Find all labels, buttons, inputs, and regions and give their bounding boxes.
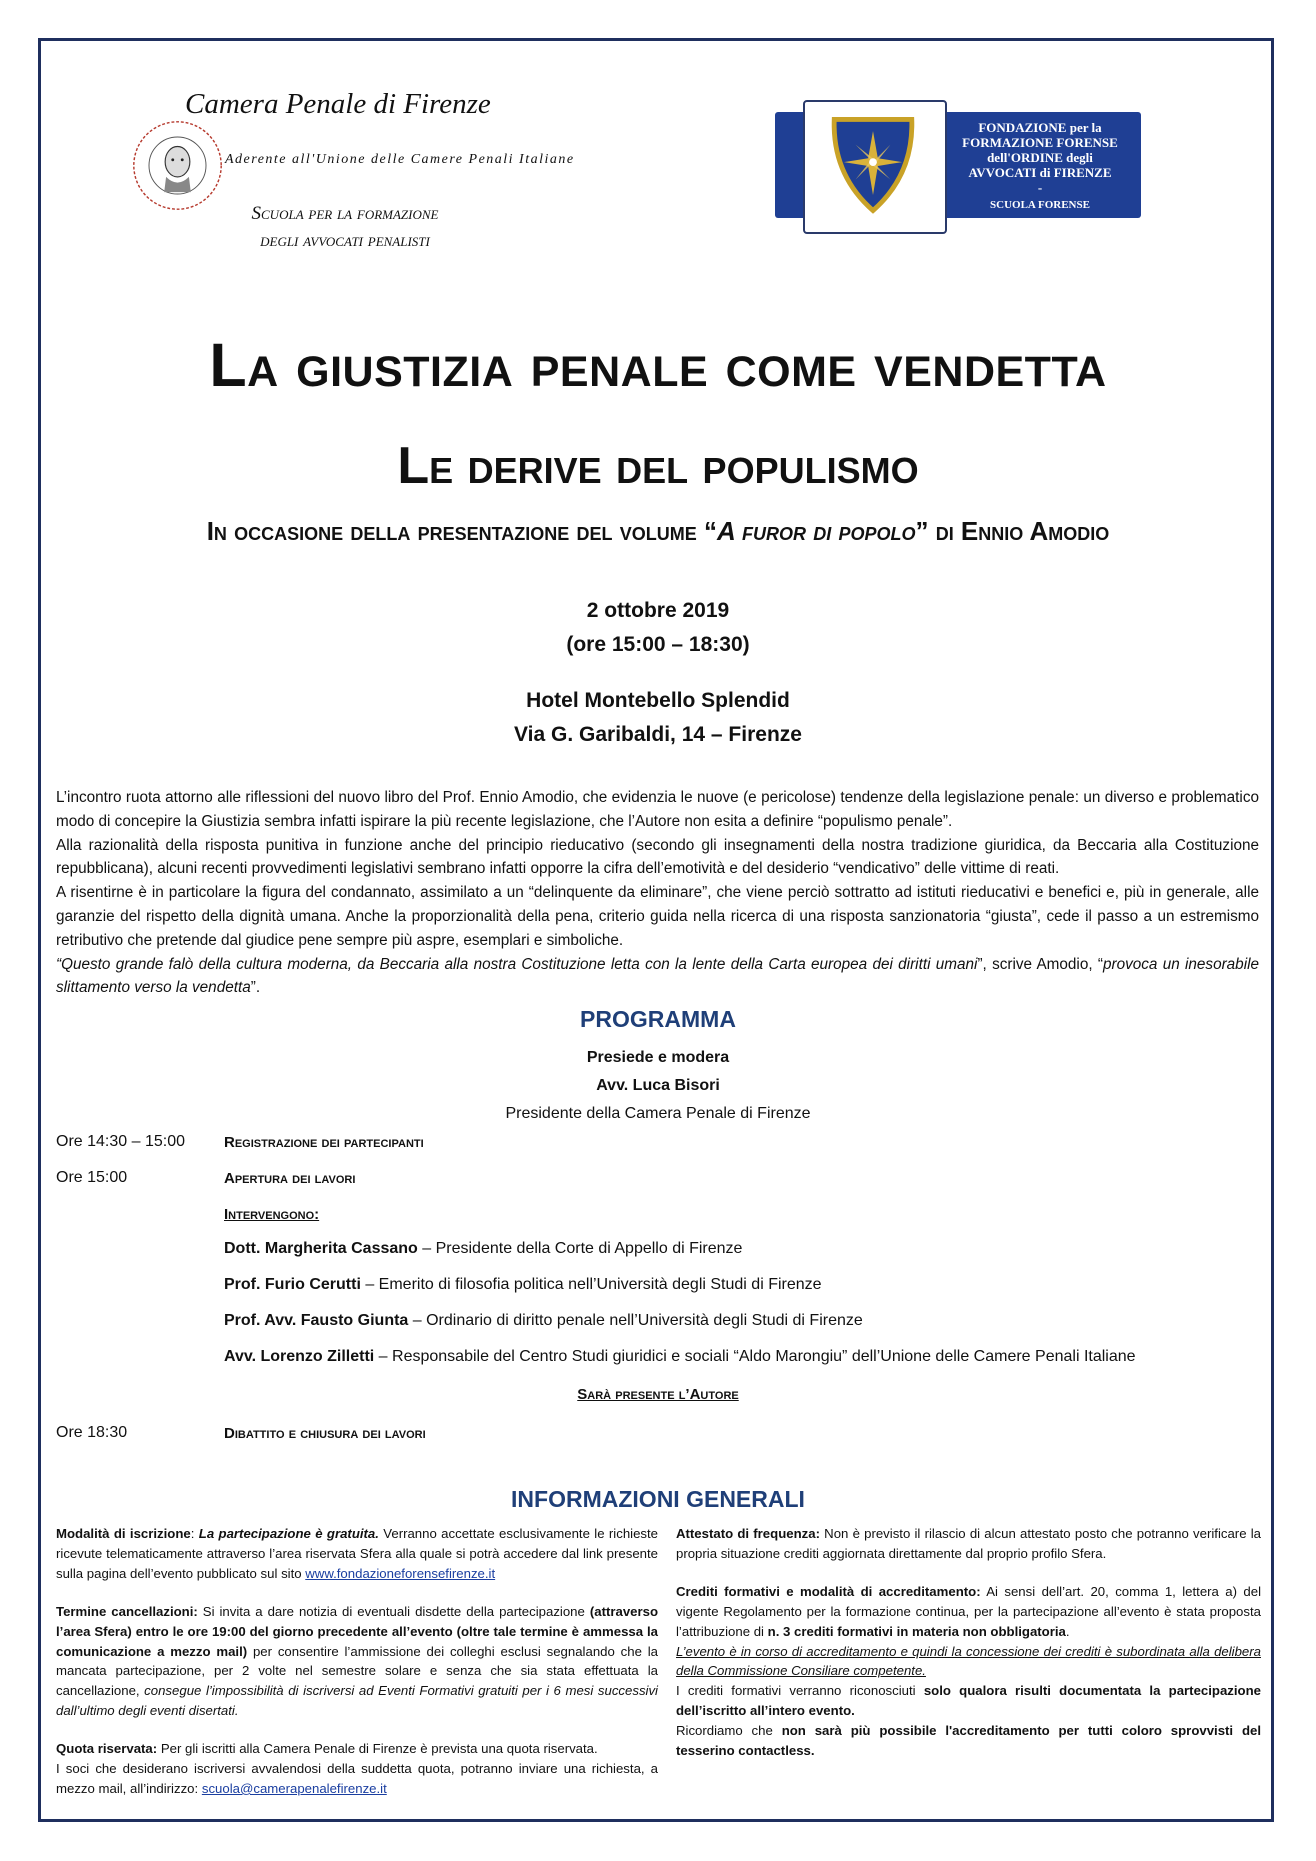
crediti-text-1: Ai sensi dell’art. 20, comma 1, lettera a) del vigente Regolamento per la formazione continua, per la partecipazione all’evento è stata proposta l’attribuzione di [676,1583,1261,1639]
camera-penale-subtitle: Aderente all'Unione delle Camere Penali Italiane [225,152,575,167]
fond-line-5: - [1037,180,1043,195]
speaker-name: Prof. Avv. Fausto Giunta [224,1312,409,1329]
intro-text [56,786,1259,1000]
time-apertura: Ore 15:00 [56,1169,128,1186]
speaker-role: – Responsabile del Centro Studi giuridici e sociali “Aldo Marongiu” dell’Unione delle Camere Penali Italiane [374,1348,1136,1365]
intro-paragraph-3: A risentirne è in particolare la figura del condannato, assimilato a un “delinquente da eliminare”, che viene perciò sottratto ad istituti rieducativi e benefici e, più in generale, alle garanzie del rispetto della dignità umana. Anche la proporzionalità della pena, criterio guida nella ricerca di una risposta sanzionatoria “giusta”, cede il passo a un estremismo retributivo che pretende dal giudice pene sempre più aspre, esemplari e simboliche. [56,884,1259,949]
crediti-label: Crediti formativi e modalità di accreditamento: [676,1583,981,1599]
cancellazioni-label: Termine cancellazioni: [56,1603,198,1619]
occasion-pre: In occasione della presentazione del volume “ [206,516,717,546]
event-date: 2 ottobre 2019 [586,599,730,622]
iscrizione-free: La partecipazione è gratuita. [198,1526,379,1541]
programma-title: PROGRAMMA [580,1006,736,1032]
fondazione-shield-card [803,100,947,234]
intervengono-label: Intervengono: [224,1206,320,1223]
quote-end: ”. [250,979,261,997]
fond-line-6: SCUOLA FORENSE [990,199,1090,211]
speaker-role: – Ordinario di diritto penale nell’Università degli Studi di Firenze [408,1312,863,1329]
crediti-bold-3: non sarà più possibile l'accreditamento per tutti coloro sprovvisti del tesserino contactless. [676,1723,1262,1759]
iscrizione-label: Modalità di iscrizione [56,1526,191,1541]
crediti-text-4: Ricordiamo che [676,1723,782,1739]
intro-paragraph-1: L’incontro ruota attorno alle riflessioni del nuovo libro del Prof. Ennio Amodio, che evidenzia le nuove (e pericolose) tendenze della legislazione penale: un diverso e problematico modo di concepire la Giustizia sembra infatti ispirare la più recente legislazione, che l’Autore non esita a definire “populismo penale”. [56,789,1259,830]
attestato-label: Attestato di frequenza: [676,1526,820,1541]
event-venue-block [40,684,1276,752]
crediti-bold-2: solo qualora risulti documentata la partecipazione dell’iscritto all’intero evento. [676,1683,1261,1719]
time-dibattito: Ore 18:30 [56,1424,128,1441]
speaker-row [224,1276,822,1294]
iscrizione-text: Verranno accettate esclusivamente le richieste ricevute telematicamente attraverso l’area riservata Sfera alla quale si potrà accedere dal link presente sulla pagina dell’evento pubblicato sul sito [56,1526,659,1581]
intro-paragraph-2: Alla razionalità della risposta punitiva in funzione anche del principio rieducativo (secondo gli insegnamenti della nostra tradizione giuridica, da Beccaria alla Costituzione repubblicana), alcuni recenti provvedimenti legislativi sembrano infatti opporre la cifra dell’emotività e del desiderio “vendicativo” delle vittime di reati. [56,836,1259,878]
speaker-row [224,1240,742,1258]
compass-shield-icon [805,102,941,228]
activity-registrazione: Registrazione dei partecipanti [224,1134,424,1151]
accreditamento-note [676,1642,1261,1682]
presiede-label: Presiede e modera [586,1049,730,1066]
crediti-text-2: . [1065,1623,1070,1639]
fond-line-3: dell'ORDINE degli [987,150,1093,165]
autore-presente: Sarà presente l’Autore [577,1386,739,1403]
email-link[interactable]: scuola@camerapenalefirenze.it [201,1780,387,1796]
event-venue: Hotel Montebello Splendid [526,689,790,712]
speaker-row [224,1348,1136,1366]
info-right-column [676,1524,1261,1761]
quota-text-1: Per gli iscritti alla Camera Penale di Firenze è prevista una quota riservata. [157,1741,598,1757]
camera-penale-school [180,200,510,254]
contactless-note [676,1721,1261,1761]
speaker-role: – Emerito di filosofia politica nell’Università degli Studi di Firenze [360,1276,822,1293]
info-left-column [56,1524,658,1799]
occasion-line [40,514,1276,548]
camera-penale-title: Camera Penale di Firenze [185,88,491,120]
iscrizione-paragraph [56,1524,658,1584]
intro-paragraph-4 [56,953,1259,1001]
quote-2: provoca un inesorabile slittamento verso la vendetta [56,955,1259,997]
cancellazioni-text-1: Si invita a dare notizia di eventuali disdette della partecipazione [197,1603,590,1619]
speaker-name: Dott. Margherita Cassano [224,1240,418,1257]
speaker-name: Prof. Furio Cerutti [224,1276,361,1293]
programma-chair [40,1044,1276,1128]
book-title: A furor di popolo [716,516,916,546]
quote-mid: ”, scrive Amodio, “ [977,955,1103,973]
chair-name: Avv. Luca Bisori [596,1077,720,1094]
crediti-text-3: I crediti formativi verranno riconosciuti [676,1683,924,1699]
fond-line-2: FORMAZIONE FORENSE [962,135,1118,150]
cancellazioni-paragraph [56,1602,658,1721]
event-address: Via G. Garibaldi, 14 – Firenze [514,723,802,746]
event-date-block [40,594,1276,662]
crediti-riconoscimento [676,1681,1261,1721]
school-line-1: Scuola per la formazione [251,203,439,224]
quota-paragraph [56,1739,658,1759]
camera-penale-seal-icon [130,118,225,213]
cancellazioni-text-2: per consentire l’ammissione dei colleghi esclusi segnalando che la mancata partecipazione, per 2 volte nel semestre solare e senza che sia stata effettuata la cancellazione, [56,1643,658,1699]
quote-1: “Questo grande falò della cultura moderna, da Beccaria alla nostra Costituzione letta con la lente della Carta europea dei diritti umani [56,955,978,973]
occasion-post: ” di Ennio Amodio [915,516,1110,546]
fond-line-1: FONDAZIONE per la [978,120,1102,135]
school-line-2: degli avvocati penalisti [260,230,430,251]
activity-apertura: Apertura dei lavori [224,1170,356,1187]
speaker-name: Avv. Lorenzo Zilletti [224,1348,375,1365]
speaker-row [224,1312,863,1330]
attestato-paragraph [676,1524,1261,1564]
attestato-text: Non è previsto il rilascio di alcun attestato posto che potranno verificare la propria situazione crediti aggiornata direttamente dal proprio profilo Sfera. [676,1526,1262,1561]
sub-title: Le derive del populismo [397,437,919,495]
fond-line-4: AVVOCATI di FIRENZE [968,165,1112,180]
fondazione-logo [775,100,1141,230]
crediti-paragraph [676,1582,1261,1642]
quota-paragraph-2 [56,1759,658,1799]
crediti-bold-1: n. 3 crediti formativi in materia non obbligatoria [767,1623,1066,1639]
info-title: INFORMAZIONI GENERALI [511,1486,805,1512]
quota-text-2: I soci che desiderano iscriversi avvalendosi della suddetta quota, potranno inviare una richiesta, a mezzo mail, all’indirizzo: [56,1761,658,1796]
time-registrazione: Ore 14:30 – 15:00 [56,1133,185,1150]
event-hours: (ore 15:00 – 18:30) [566,633,750,656]
iscrizione-colon: : [190,1526,199,1541]
chair-role: Presidente della Camera Penale di Firenze [505,1105,811,1122]
speaker-role: – Presidente della Corte di Appello di Firenze [417,1240,743,1257]
fondazione-text [950,120,1130,213]
cancellazioni-bold: (attraverso l’area Sfera) entro le ore 19:00 del giorno precedente all’evento (oltre tale termine è ammessa la comunicazione a mezzo mail) [56,1603,659,1659]
fondazione-link[interactable]: www.fondazioneforensefirenze.it [305,1565,496,1581]
cancellazioni-italic: consegue l’impossibilità di iscriversi ad Eventi Formativi gratuiti per i 6 mesi successivi dall’ultimo degli eventi disertati. [56,1683,658,1719]
main-title: La giustizia penale come vendetta [209,331,1107,399]
activity-dibattito: Dibattito e chiusura dei lavori [224,1425,426,1442]
quota-label: Quota riservata: [56,1741,158,1757]
accreditamento-italic: L’evento è in corso di accreditamento e quindi la concessione dei crediti è subordinata alla delibera della Commissione Consiliare competente. [676,1643,1261,1679]
